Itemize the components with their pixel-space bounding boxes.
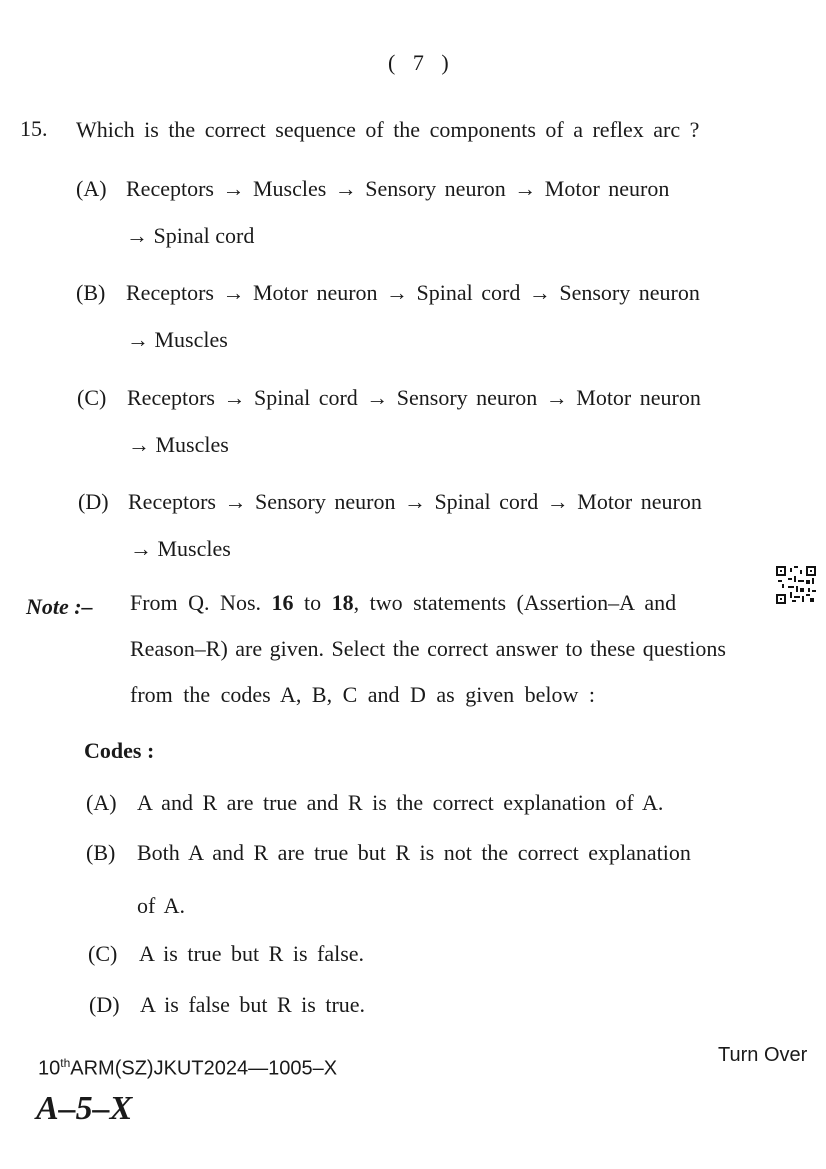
option-a-continuation: → Spinal cord [126,223,255,248]
codes-title: Codes : [84,738,155,763]
option-letter: (B) [76,280,106,305]
code-text: Both A and R are true but R is not the correct explanation [137,840,691,865]
series-code: A–5–X [36,1090,133,1127]
note-text: to [304,590,322,615]
page-number: ( 7 ) [388,50,455,75]
code-c [88,941,364,967]
note-line-2: Reason–R) are given. Select the correct answer to these questions [130,636,726,661]
note-line-1 [130,590,676,616]
option-c [77,385,701,411]
code-b [86,840,691,866]
option-letter: (D) [78,489,109,514]
option-letter: (C) [77,385,107,410]
note-question-start: 16 [271,590,294,615]
option-letter: (A) [76,176,107,201]
code-letter: (A) [86,790,117,815]
paper-code-prefix: 10 [38,1057,61,1080]
question-number: 15. [20,116,48,141]
option-d-continuation: → Muscles [130,536,231,561]
paper-code-sup: th [60,1056,71,1070]
code-a [86,790,663,816]
code-letter: (D) [89,992,120,1017]
option-text: Receptors → Motor neuron → Spinal cord → Sensory neuron [126,280,700,305]
option-b [76,280,700,306]
code-letter: (C) [88,941,118,966]
code-text: A is false but R is true. [140,992,366,1017]
code-text: A is true but R is false. [139,941,365,966]
paper-code [38,1056,337,1081]
qr-code-icon [776,566,816,604]
question-text: Which is the correct sequence of the components of a reflex arc ? [76,117,700,142]
code-d [89,992,365,1018]
code-text: A and R are true and R is the correct explanation of A. [137,790,664,815]
code-b-continuation: of A. [137,893,185,918]
note-text: , two statements (Assertion–A and [353,590,677,615]
option-c-continuation: → Muscles [128,432,229,457]
note-line-3: from the codes A, B, C and D as given below : [130,682,595,707]
option-text: Receptors → Spinal cord → Sensory neuron → Motor neuron [127,385,701,410]
note-text: From Q. Nos. [130,590,262,615]
option-text: Receptors → Sensory neuron → Spinal cord → Motor neuron [128,489,702,514]
note-label: Note :– [26,594,93,619]
code-letter: (B) [86,840,116,865]
option-d [78,489,702,515]
paper-code-rest: ARM(SZ)JKUT2024—1005–X [70,1057,338,1080]
turn-over-label: Turn Over [718,1044,808,1066]
option-text: Receptors → Muscles → Sensory neuron → Motor neuron [126,176,670,201]
note-question-end: 18 [331,590,354,615]
option-a [76,176,669,202]
option-b-continuation: → Muscles [127,327,228,352]
